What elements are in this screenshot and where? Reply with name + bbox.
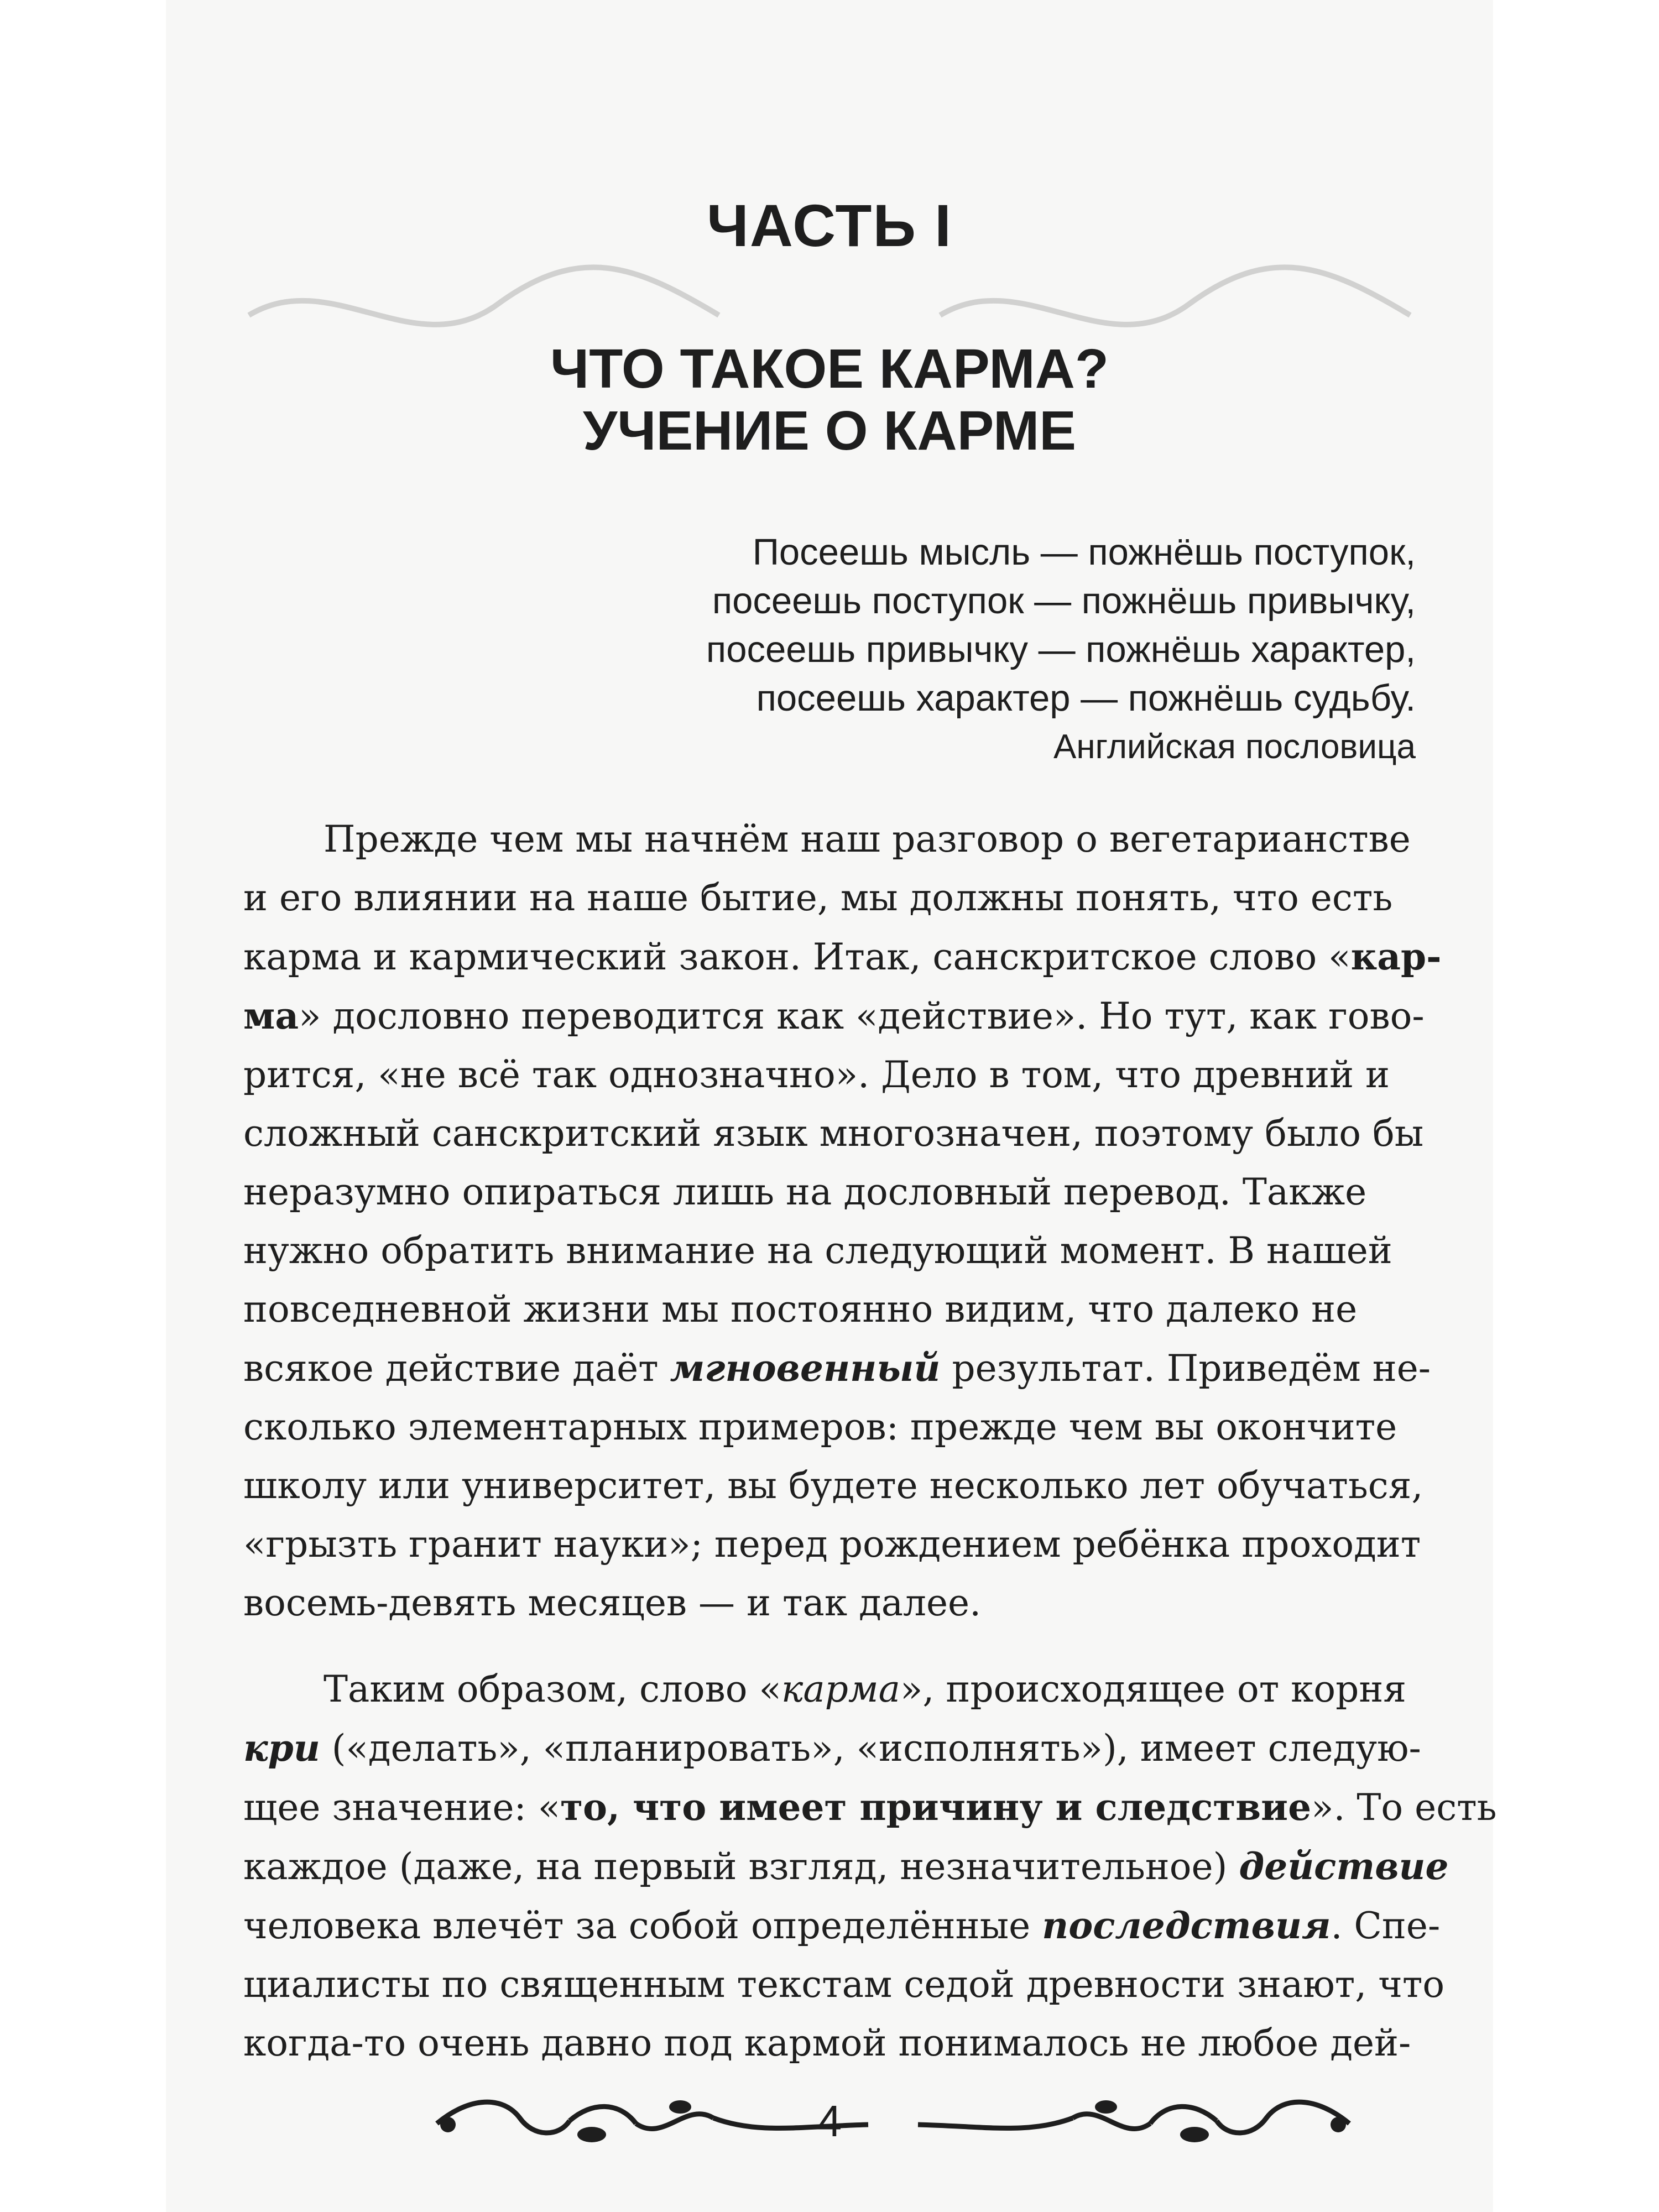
emphasis-term: действие <box>1239 1845 1449 1888</box>
text-line: школу или университет, вы будете несколько лет обучаться, <box>243 1464 1423 1507</box>
text-line: восемь-девять месяцев — и так далее. <box>243 1582 982 1624</box>
page-number: 4 <box>817 2096 842 2146</box>
text-line: циалисты по священным текстам седой древности знают, что <box>243 1963 1445 2006</box>
epigraph <box>365 528 1416 771</box>
italic-term: карма <box>781 1668 900 1710</box>
emphasis-term: мгновенный <box>670 1347 941 1390</box>
text-line: Таким образом, слово «карма», происходящее от корня <box>324 1668 1407 1710</box>
chapter-title-line-2: УЧЕНИЕ О КАРМЕ <box>583 400 1076 462</box>
text-line: «грызть гранит науки»; перед рождением ребёнка проходит <box>243 1523 1421 1566</box>
text-line: неразумно опираться лишь на дословный перевод. Также <box>243 1171 1367 1213</box>
ornament-right-icon <box>907 2085 1360 2157</box>
part-heading: ЧАСТЬ I <box>706 192 953 259</box>
text-line: повседневной жизни мы постоянно видим, что далеко не <box>243 1288 1358 1331</box>
text-line: Прежде чем мы начнём наш разговор о вегетарианстве <box>324 818 1411 860</box>
text-line: щее значение: «то, что имеет причину и следствие». То есть <box>243 1786 1497 1829</box>
epigraph-line: посеешь привычку — пожнёшь характер, <box>706 629 1416 670</box>
text-line: каждое (даже, на первый взгляд, незначительное) действие <box>243 1845 1449 1888</box>
emphasis-term: кри <box>243 1726 320 1770</box>
text-line: карма и кармический закон. Итак, санскритское слово «кар- <box>243 935 1442 978</box>
text-line: всякое действие даёт мгновенный результат. Приведём не- <box>243 1347 1431 1390</box>
text-line: сколько элементарных примеров: прежде чем вы окончите <box>243 1406 1397 1448</box>
text-line: рится, «не всё так однозначно». Дело в том, что древний и <box>243 1053 1390 1096</box>
paragraph-gap <box>243 1632 1432 1660</box>
text-line: кри («делать», «планировать», «исполнять»), имеет следую- <box>243 1726 1421 1770</box>
text-line: нужно обратить внимание на следующий момент. В нашей <box>243 1229 1392 1272</box>
text-line: и его влиянии на наше бытие, мы должны понять, что есть <box>243 877 1393 919</box>
epigraph-line: посеешь поступок — пожнёшь привычку, <box>712 580 1416 622</box>
bold-term: ма <box>243 994 299 1037</box>
emphasis-term: последствия <box>1042 1904 1331 1947</box>
body-text <box>243 810 1497 2073</box>
bold-term: кар- <box>1350 935 1442 978</box>
epigraph-source: Английская пословица <box>1053 728 1416 766</box>
chapter-title-line-1: ЧТО ТАКОЕ КАРМА? <box>550 338 1109 400</box>
epigraph-line: посеешь характер — пожнёшь судьбу. <box>756 677 1416 719</box>
text-line: ма» дословно переводится как «действие». Но тут, как гово- <box>243 994 1425 1037</box>
text-line: сложный санскритский язык многозначен, поэтому было бы <box>243 1112 1424 1155</box>
text-line: человека влечёт за собой определённые последствия. Спе- <box>243 1904 1441 1947</box>
text-line: когда-то очень давно под кармой понималось не любое дей- <box>243 2022 1411 2064</box>
bold-term: то, что имеет причину и следствие <box>560 1786 1312 1829</box>
epigraph-line: Посеешь мысль — пожнёшь поступок, <box>752 531 1416 573</box>
